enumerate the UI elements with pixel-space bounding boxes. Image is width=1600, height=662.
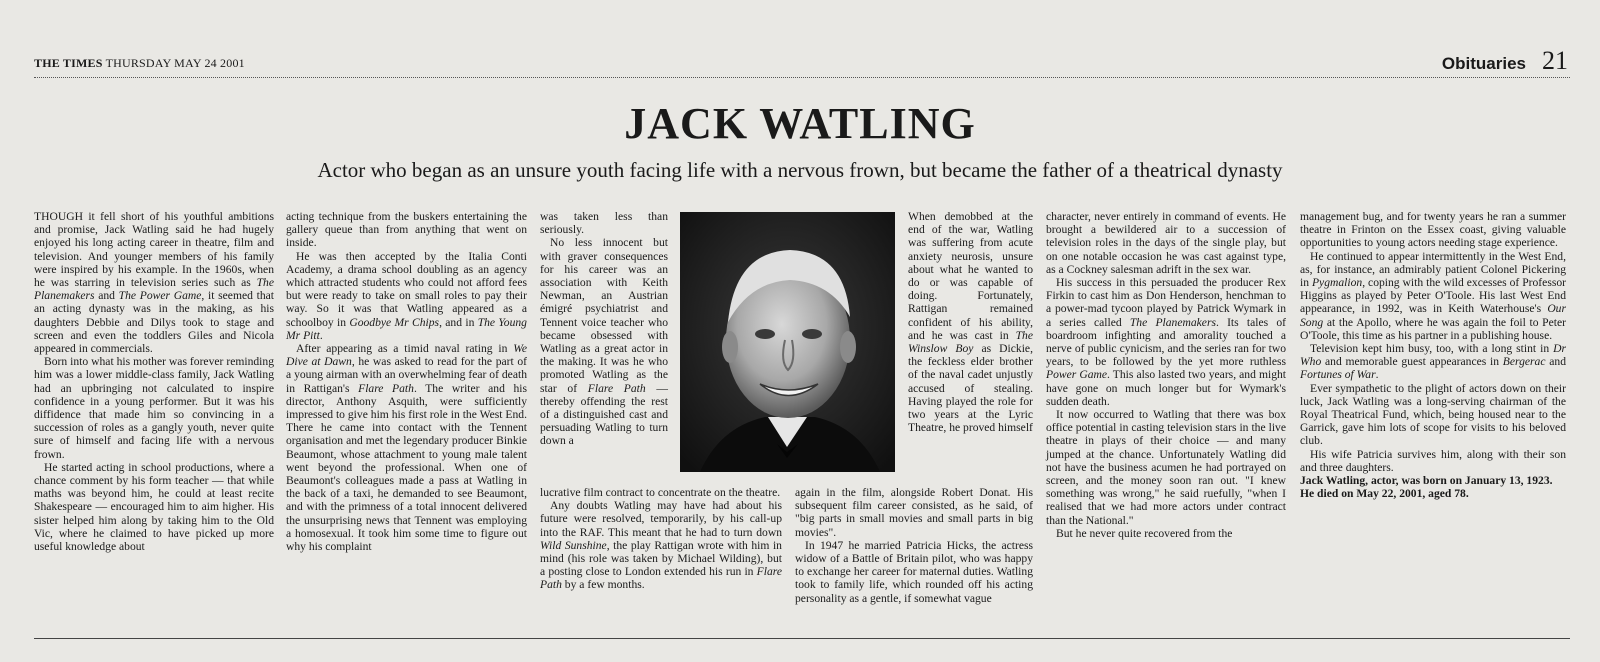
article-paragraph: He started acting in school productions, where a chance comment by his form teacher — that while maths was beyond him, he could at least recite Shakespeare — encouraged him to aim higher. His sister helped him along by taking him to the Old Vic, where he claimed to have picked up more useful knowledge about bbox=[34, 460, 274, 554]
article-paragraph: character, never entirely in command of events. He brought a bewildered air to a succession of television roles in the days of the single play, but on one notable occasion he was cast against type, as a Cockney salesman adrift in the sex war. bbox=[1046, 210, 1286, 276]
article-paragraph: His success in this persuaded the producer Rex Firkin to cast him as Don Henderson, henchman to a power-mad tycoon played by Patrick Wymark in a series called The Planemakers. Its tales of boardroom infighting and amorality touched a nerve of public cynicism, and the series ran for two years, to be followed by the yet more ruthless Power Game. This also lasted two years, and might have gone on much longer but for Wymark's sudden death. bbox=[1046, 276, 1287, 408]
issue-date: THURSDAY MAY 24 2001 bbox=[105, 56, 245, 70]
article-paragraph: But he never quite recovered from the bbox=[1056, 526, 1233, 540]
life-dates-note: Jack Watling, actor, was born on January 13, 1923. He died on May 22, 2001, aged 78. bbox=[1300, 474, 1553, 501]
column-3-top bbox=[540, 210, 668, 448]
article-paragraph: Any doubts Watling may have had about his future were resolved, temporarily, by his call-up into the RAF. This meant that he had to turn down Wild Sunshine, the play Rattigan wrote with him in mind (his role was taken by Michael Wilding), but a posting close to London extended his run in Flare Path by a few months. bbox=[540, 499, 782, 592]
portrait-illustration bbox=[680, 212, 895, 472]
paper-dateline bbox=[34, 56, 245, 71]
page-number: 21 bbox=[1542, 46, 1568, 75]
masthead bbox=[34, 46, 1570, 76]
column-2 bbox=[286, 210, 527, 553]
article-paragraph: was taken less than seriously. bbox=[540, 210, 668, 237]
article-paragraph: When demobbed at the end of the war, Watling was suffering from acute anxiety neurosis, unsure about what he wanted to do or was capable of doing. Fortunately, Rattigan remained confident of his ability, and he was cast in The Winslow Boy as Dickie, the feckless elder brother of the naval cadet unjustly accused of stealing. Having played the role for two years at the Lyric Theatre, he proved himself bbox=[908, 210, 1033, 435]
column-6-body bbox=[1300, 210, 1566, 474]
article-paragraph: No less innocent but with graver consequences for his career was an association with Keith Newman, an Austrian émigré psychiatrist and Tennent voice teacher who became obsessed with Watling as a great actor in the making. It was he who promoted Watling as the star of Flare Path — thereby offending the rest of a distinguished cast and persuading Watling to turn down a bbox=[540, 236, 668, 448]
article-paragraph: Ever sympathetic to the plight of actors down on their luck, Jack Watling was a long-serving chairman of the Royal Theatrical Fund, which, being housed near to the Garrick, gave him lots of scope for visits to his beloved club. bbox=[1300, 381, 1566, 448]
article-paragraph: Born into what his mother was forever reminding him was a lower middle-class family, Jack Watling had an upbringing not calculated to inspire confidence in a young performer. But it was his diffidence that made him so convincing in a succession of roles as a gangly youth, never quite sure of himself and facing life with a nervous frown. bbox=[34, 355, 274, 461]
top-rule bbox=[34, 77, 1570, 78]
article-paragraph: again in the film, alongside Robert Donat. His subsequent film career consisted, as he said, of "big parts in small movies and small parts in big movies". bbox=[795, 486, 1033, 539]
bottom-rule bbox=[34, 638, 1570, 639]
standfirst: Actor who began as an unsure youth facing life with a nervous frown, but became the father of a theatrical dynasty bbox=[317, 158, 1283, 182]
column-6 bbox=[1300, 210, 1566, 500]
article-paragraph: He continued to appear intermittently in the West End, as, for instance, an admirably patient Colonel Pickering in Pygmalion, coping with the wild excesses of Professor Higgins as played by Peter O'Toole. His last West End appearance, in 1992, was in Keith Waterhouse's Our Song at the Apollo, where he was again the foil to Peter O'Toole, this time as his partner in a publishing house. bbox=[1300, 249, 1567, 342]
article-paragraph: management bug, and for twenty years he ran a summer theatre in Frinton on the Essex coast, giving valuable opportunities to young actors needing stage experience. bbox=[1300, 210, 1566, 250]
article-paragraph: acting technique from the buskers entertaining the gallery queue than from anything that went on inside. bbox=[286, 210, 527, 250]
column-3-bottom bbox=[540, 486, 782, 592]
section-name: Obituaries bbox=[1441, 54, 1526, 73]
paper-name: THE TIMES bbox=[34, 56, 103, 70]
article-paragraph: It now occurred to Watling that there was box office potential in casting television stars in the live theatre in plays of their choice — and many jumped at the chance. Unfortunately Watling did not have the business acumen he had portrayed on screen, and the money soon ran out. "I knew something was wrong," he said ruefully, "when I realised that we had more actors under contract than the National." bbox=[1046, 408, 1286, 527]
portrait-photo bbox=[680, 212, 895, 472]
column-5 bbox=[1046, 210, 1286, 540]
column-1 bbox=[34, 210, 274, 553]
article-paragraph: He was then accepted by the Italia Conti Academy, a drama school doubling as an agency which attracted students who could not afford fees but were ready to take on small roles to pay their way. So it was that Watling appeared as a schoolboy in Goodbye Mr Chips, and in The Young Mr Pitt. bbox=[286, 249, 527, 342]
column-4-bottom bbox=[795, 486, 1033, 605]
article-paragraph: Television kept him busy, too, with a long stint in Dr Who and memorable guest appearances in Bergerac and Fortunes of War. bbox=[1300, 342, 1566, 382]
article-paragraph: After appearing as a timid naval rating in We Dive at Dawn, he was asked to read for the part of a young airman with an overwhelming fear of death in Rattigan's Flare Path. The writer and his director, Anthony Asquith, were sufficiently impressed to give him his first role in the West End. There he came into contact with the Tennent organisation and met the legendary producer Binkie Beaumont, whose attachment to young male talent went beyond the professional. When one of Beaumont's colleagues made a pass at Watling in the back of a taxi, he demanded to see Beaumont, and with the primness of a total innocent delivered the unsurprising news that Tennent was employing a homosexual. It took him some time to figure out why his complaint bbox=[286, 342, 528, 554]
article-paragraph: His wife Patricia survives him, along with their son and three daughters. bbox=[1300, 447, 1566, 474]
article-paragraph: In 1947 he married Patricia Hicks, the actress widow of a Battle of Britain pilot, who was happy to exchange her career for maternal duties. Watling took to family life, which rounded off his acting personality as a gentle, if somewhat vague bbox=[795, 538, 1033, 605]
article-paragraph: THOUGH it fell short of his youthful ambitions and promise, Jack Watling said he had hugely enjoyed his long acting career in theatre, film and television. And younger members of his family were inspired by his example. In the 1960s, when he was starring in television series such as The Planemakers and The Power Game, it seemed that an acting dynasty was in the making, as his daughters Debbie and Dilys took to stage and screen and even the toddlers Giles and Nicola appeared in commercials. bbox=[34, 210, 274, 356]
column-4-top bbox=[908, 210, 1033, 434]
headline: JACK WATLING bbox=[624, 99, 976, 148]
article-paragraph: lucrative film contract to concentrate on the theatre. bbox=[540, 486, 781, 499]
